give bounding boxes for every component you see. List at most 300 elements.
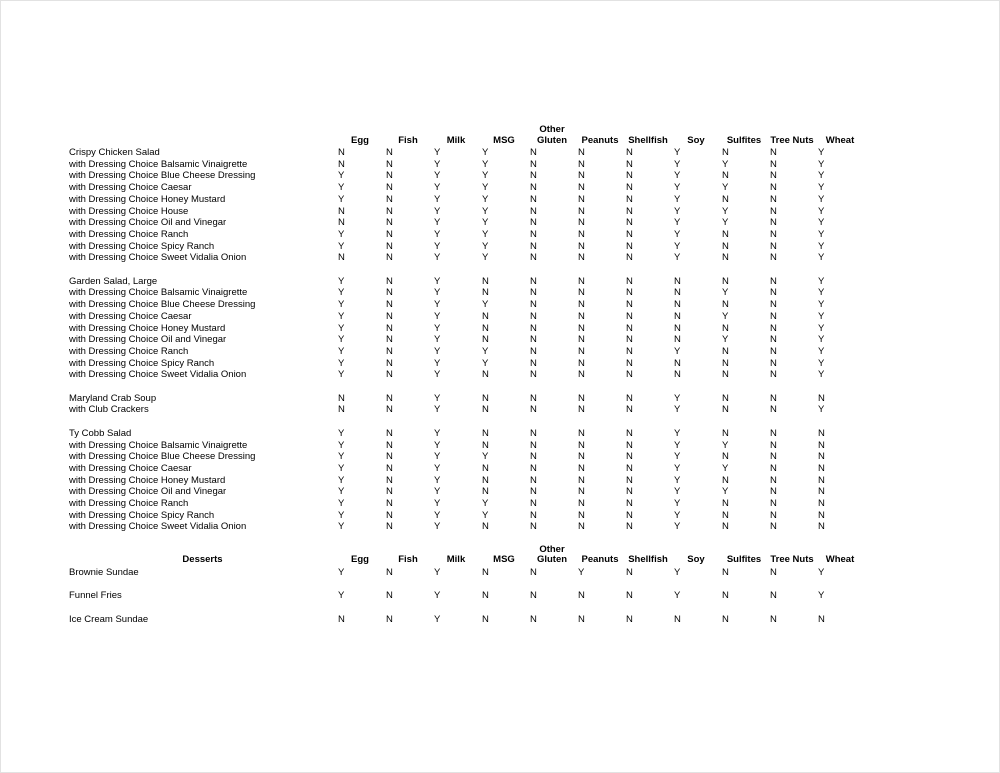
allergen-value: Y [818, 170, 825, 182]
table-row [69, 276, 864, 288]
allergen-value: N [530, 404, 537, 416]
column-header-shellfish: Shellfish [628, 134, 668, 146]
item-name: with Club Crackers [69, 404, 149, 416]
allergen-value: Y [674, 474, 681, 486]
allergen-value: Y [338, 345, 345, 357]
allergen-value: N [626, 462, 633, 474]
column-header-sulfites: Sulfites [726, 554, 762, 566]
item-name: with Dressing Choice Ranch [69, 228, 189, 240]
allergen-value: Y [578, 566, 585, 578]
allergen-value: Y [338, 193, 345, 205]
allergen-value: N [770, 287, 777, 299]
column-header-fish: Fish [398, 134, 418, 146]
table-row [69, 393, 864, 405]
allergen-value: N [530, 205, 537, 217]
allergen-value: Y [482, 509, 489, 521]
spacer-cell [69, 579, 864, 591]
allergen-value: Y [434, 275, 441, 287]
column-header-milk: Milk [446, 554, 466, 566]
allergen-value: Y [434, 240, 441, 252]
allergen-value: Y [818, 228, 825, 240]
allergen-value: N [386, 170, 393, 182]
allergen-value: Y [674, 193, 681, 205]
allergen-value: Y [674, 404, 681, 416]
allergen-value: N [530, 240, 537, 252]
table-row [69, 170, 864, 182]
allergen-value: N [626, 158, 633, 170]
table-row [69, 521, 864, 533]
allergen-value: N [626, 474, 633, 486]
allergen-value: N [626, 404, 633, 416]
allergen-value: N [386, 486, 393, 498]
allergen-value: Y [434, 158, 441, 170]
allergen-value: N [626, 182, 633, 194]
allergen-value: Y [482, 299, 489, 311]
item-name: Garden Salad, Large [69, 275, 158, 287]
allergen-value: N [770, 205, 777, 217]
allergen-value: Y [482, 205, 489, 217]
item-name: with Dressing Choice Blue Cheese Dressing [69, 451, 256, 463]
allergen-value: Y [674, 498, 681, 510]
allergen-value: N [818, 474, 825, 486]
item-name: with Dressing Choice Oil and Vinegar [69, 217, 227, 229]
allergen-value: N [386, 299, 393, 311]
allergen-value: N [770, 170, 777, 182]
allergen-value: N [530, 275, 537, 287]
allergen-value: N [530, 613, 537, 625]
allergen-value: Y [434, 193, 441, 205]
allergen-value: Y [434, 170, 441, 182]
allergen-value: N [386, 228, 393, 240]
allergen-value: Y [722, 182, 729, 194]
allergen-value: N [530, 427, 537, 439]
allergen-value: Y [818, 182, 825, 194]
allergen-value: Y [434, 392, 441, 404]
allergen-value: N [530, 193, 537, 205]
table-row [69, 182, 864, 194]
allergen-value: N [578, 170, 585, 182]
allergen-value: Y [434, 369, 441, 381]
allergen-value: N [578, 334, 585, 346]
allergen-value: N [338, 147, 345, 158]
allergen-value: Y [818, 369, 825, 381]
allergen-value: N [770, 345, 777, 357]
allergen-value: N [530, 509, 537, 521]
allergen-value: N [530, 451, 537, 463]
allergen-value: N [578, 590, 585, 602]
allergen-value: N [530, 590, 537, 602]
allergen-value: N [386, 182, 393, 194]
allergen-value: Y [818, 240, 825, 252]
allergen-value: Y [818, 322, 825, 334]
allergen-value: N [722, 275, 729, 287]
allergen-value: N [530, 521, 537, 533]
allergen-value: N [530, 158, 537, 170]
allergen-value: Y [434, 228, 441, 240]
allergen-value: N [770, 566, 777, 578]
allergen-value: N [578, 252, 585, 264]
item-name: with Dressing Choice Spicy Ranch [69, 357, 215, 369]
spacer-row [69, 381, 864, 393]
column-header-sulfites: Sulfites [726, 134, 762, 146]
allergen-value: N [770, 357, 777, 369]
table-row [69, 323, 864, 335]
table-row [69, 159, 864, 171]
allergen-value: N [482, 404, 489, 416]
allergen-value: Y [482, 217, 489, 229]
allergen-value: N [722, 451, 729, 463]
spacer-row [69, 533, 864, 545]
allergen-value: N [578, 439, 585, 451]
allergen-value: Y [722, 310, 729, 322]
allergen-value: Y [482, 252, 489, 264]
allergen-value: N [578, 299, 585, 311]
allergen-value: Y [434, 451, 441, 463]
allergen-value: Y [818, 345, 825, 357]
allergen-value: N [626, 613, 633, 625]
allergen-value: Y [674, 252, 681, 264]
allergen-value: N [818, 427, 825, 439]
allergen-value: Y [482, 193, 489, 205]
allergen-value: N [770, 427, 777, 439]
table-row [69, 498, 864, 510]
allergen-value: N [530, 287, 537, 299]
allergen-value: Y [482, 498, 489, 510]
allergen-value: N [482, 566, 489, 578]
item-name: with Dressing Choice Ranch [69, 345, 189, 357]
allergen-value: N [626, 392, 633, 404]
allergen-value: Y [818, 404, 825, 416]
allergen-value: N [626, 427, 633, 439]
allergen-value: Y [818, 299, 825, 311]
allergen-value: N [770, 228, 777, 240]
table-row [69, 206, 864, 218]
allergen-value: N [482, 462, 489, 474]
allergen-value: N [482, 427, 489, 439]
column-header-wheat: Wheat [825, 554, 855, 566]
allergen-value: Y [434, 427, 441, 439]
column-header-soy: Soy [687, 554, 705, 566]
allergen-value: Y [674, 392, 681, 404]
allergen-value: N [770, 486, 777, 498]
allergen-value: Y [434, 334, 441, 346]
allergen-value: Y [434, 509, 441, 521]
column-header-fish: Fish [398, 554, 418, 566]
column-header-other-gluten: Other Gluten [536, 543, 568, 566]
allergen-value: N [722, 369, 729, 381]
allergen-value: Y [818, 334, 825, 346]
allergen-value: N [770, 392, 777, 404]
allergen-value: N [578, 392, 585, 404]
table-row [69, 428, 864, 440]
allergen-value: N [626, 357, 633, 369]
allergen-value: N [578, 474, 585, 486]
allergen-value: Y [818, 275, 825, 287]
allergen-value: Y [674, 240, 681, 252]
allergen-value: N [578, 217, 585, 229]
allergen-value: N [482, 590, 489, 602]
allergen-value: N [530, 369, 537, 381]
item-name: with Dressing Choice Ranch [69, 498, 189, 510]
allergen-value: Y [434, 205, 441, 217]
allergen-value: Y [338, 509, 345, 521]
allergen-value: Y [818, 357, 825, 369]
allergen-value: Y [674, 486, 681, 498]
table-row [69, 510, 864, 522]
allergen-value: N [530, 170, 537, 182]
table-row [69, 614, 864, 626]
allergen-value: N [386, 462, 393, 474]
table-row [69, 404, 864, 416]
allergen-value: N [338, 217, 345, 229]
column-header-row [69, 545, 864, 567]
allergen-value: N [626, 322, 633, 334]
allergen-value: Y [338, 427, 345, 439]
allergen-value: Y [434, 486, 441, 498]
allergen-value: N [482, 287, 489, 299]
allergen-value: N [482, 392, 489, 404]
allergen-value: Y [338, 228, 345, 240]
allergen-value: N [386, 521, 393, 533]
allergen-value: Y [482, 357, 489, 369]
allergen-value: N [386, 357, 393, 369]
allergen-value: N [626, 205, 633, 217]
allergen-value: Y [338, 462, 345, 474]
allergen-value: Y [338, 474, 345, 486]
table-row [69, 463, 864, 475]
allergen-value: N [722, 509, 729, 521]
allergen-value: N [674, 613, 681, 625]
allergen-value: N [578, 228, 585, 240]
spacer-cell [69, 416, 864, 428]
allergen-value: Y [818, 252, 825, 264]
allergen-value: N [626, 345, 633, 357]
allergen-value: N [386, 240, 393, 252]
allergen-value: N [722, 322, 729, 334]
allergen-value: N [386, 474, 393, 486]
allergen-value: N [626, 193, 633, 205]
item-name: with Dressing Choice Blue Cheese Dressing [69, 299, 256, 311]
allergen-value: Y [338, 322, 345, 334]
allergen-value: N [386, 404, 393, 416]
allergen-value: Y [818, 147, 825, 158]
allergen-value: Y [434, 322, 441, 334]
allergen-value: N [626, 521, 633, 533]
allergen-value: N [626, 590, 633, 602]
allergen-value: N [674, 357, 681, 369]
column-header-egg: Egg [351, 134, 369, 146]
allergen-value: N [482, 474, 489, 486]
item-name: with Dressing Choice Sweet Vidalia Onion [69, 252, 247, 264]
allergen-value: Y [482, 147, 489, 158]
column-header-tree-nuts: Tree Nuts [770, 134, 814, 146]
allergen-value: N [626, 486, 633, 498]
allergen-value: Y [338, 590, 345, 602]
allergen-value: N [626, 217, 633, 229]
allergen-value: N [578, 369, 585, 381]
allergen-value: N [386, 322, 393, 334]
allergen-value: N [578, 509, 585, 521]
item-name: with Dressing Choice Sweet Vidalia Onion [69, 521, 247, 533]
allergen-value: N [578, 182, 585, 194]
allergen-value: Y [674, 462, 681, 474]
allergen-value: N [722, 404, 729, 416]
table-row [69, 229, 864, 241]
allergen-value: Y [434, 217, 441, 229]
allergen-value: N [770, 521, 777, 533]
allergen-value: Y [434, 590, 441, 602]
allergen-value: Y [818, 566, 825, 578]
allergen-value: N [530, 474, 537, 486]
allergen-value: N [674, 334, 681, 346]
allergen-value: N [722, 240, 729, 252]
allergen-value: N [386, 613, 393, 625]
allergen-value: N [674, 275, 681, 287]
allergen-value: N [722, 252, 729, 264]
spacer-cell [69, 533, 864, 545]
allergen-value: N [626, 228, 633, 240]
allergen-value: N [770, 240, 777, 252]
column-header-tree-nuts: Tree Nuts [770, 554, 814, 566]
column-header-egg: Egg [351, 554, 369, 566]
allergen-value: N [770, 147, 777, 158]
allergen-value: N [626, 439, 633, 451]
allergen-value: N [530, 217, 537, 229]
allergen-value: Y [338, 451, 345, 463]
allergen-value: N [722, 193, 729, 205]
allergen-value: Y [338, 334, 345, 346]
allergen-value: N [386, 275, 393, 287]
allergen-value: N [674, 369, 681, 381]
allergen-value: N [770, 252, 777, 264]
allergen-value: N [674, 299, 681, 311]
allergen-value: N [770, 275, 777, 287]
item-name: with Dressing Choice Caesar [69, 310, 192, 322]
allergen-value: N [530, 486, 537, 498]
allergen-value: N [482, 275, 489, 287]
allergen-value: N [722, 147, 729, 158]
allergen-value: Y [722, 462, 729, 474]
allergen-value: N [578, 147, 585, 158]
allergen-value: N [626, 369, 633, 381]
allergen-value: Y [722, 287, 729, 299]
allergen-value: N [482, 613, 489, 625]
allergen-value: N [338, 158, 345, 170]
allergen-value: Y [818, 287, 825, 299]
allergen-value: Y [338, 170, 345, 182]
item-name: with Dressing Choice Honey Mustard [69, 322, 226, 334]
desserts-section-title: Desserts [182, 554, 223, 566]
allergen-value: Y [722, 217, 729, 229]
allergen-value: Y [482, 158, 489, 170]
item-name: with Dressing Choice Caesar [69, 462, 192, 474]
column-header-peanuts: Peanuts [581, 134, 619, 146]
allergen-value: N [578, 357, 585, 369]
allergen-value: Y [434, 147, 441, 158]
allergen-value: Y [674, 451, 681, 463]
table-row [69, 311, 864, 323]
allergen-value: N [578, 287, 585, 299]
allergen-value: Y [674, 147, 681, 158]
spacer-row [69, 602, 864, 614]
allergen-value: N [338, 404, 345, 416]
allergen-value: Y [722, 334, 729, 346]
item-name: with Dressing Choice Caesar [69, 182, 192, 194]
allergen-value: Y [338, 369, 345, 381]
allergen-value: N [770, 498, 777, 510]
allergen-value: Y [434, 474, 441, 486]
allergen-value: N [578, 345, 585, 357]
allergen-value: N [386, 498, 393, 510]
table-row [69, 486, 864, 498]
item-name: Crispy Chicken Salad [69, 147, 160, 158]
allergen-value: N [578, 613, 585, 625]
allergen-value: Y [674, 439, 681, 451]
allergen-value: N [722, 170, 729, 182]
allergen-value: N [818, 498, 825, 510]
table-row [69, 369, 864, 381]
allergen-value: Y [674, 590, 681, 602]
allergen-value: Y [722, 439, 729, 451]
allergen-value: N [770, 334, 777, 346]
item-name: with Dressing Choice Oil and Vinegar [69, 486, 227, 498]
allergen-value: Y [818, 310, 825, 322]
allergen-value: N [770, 462, 777, 474]
allergen-value: Y [674, 345, 681, 357]
table-row [69, 440, 864, 452]
allergen-value: N [626, 509, 633, 521]
item-name: with Dressing Choice Balsamic Vinaigrette [69, 439, 248, 451]
allergen-value: Y [434, 566, 441, 578]
allergen-value: N [770, 158, 777, 170]
allergen-value: N [386, 369, 393, 381]
header-corner-cell [69, 125, 336, 147]
allergen-value: N [626, 147, 633, 158]
spacer-row [69, 416, 864, 428]
allergen-value: Y [722, 205, 729, 217]
item-name: Funnel Fries [69, 590, 122, 602]
allergen-value: N [386, 193, 393, 205]
allergen-value: Y [338, 357, 345, 369]
allergen-value: N [578, 404, 585, 416]
allergen-value: Y [722, 486, 729, 498]
allergen-value: N [530, 439, 537, 451]
allergen-value: Y [434, 287, 441, 299]
allergen-value: Y [338, 287, 345, 299]
allergen-value: N [482, 334, 489, 346]
allergen-value: Y [434, 439, 441, 451]
table-row [69, 334, 864, 346]
allergen-value: Y [818, 590, 825, 602]
allergen-value: N [770, 451, 777, 463]
allergen-value: Y [674, 170, 681, 182]
allergen-value: N [530, 310, 537, 322]
allergen-value: Y [674, 205, 681, 217]
allergen-value: N [626, 240, 633, 252]
allergen-value: N [722, 228, 729, 240]
item-name: with Dressing Choice Spicy Ranch [69, 240, 215, 252]
allergen-value: N [386, 147, 393, 158]
allergen-value: N [530, 498, 537, 510]
allergen-value: N [626, 170, 633, 182]
allergen-value: N [626, 275, 633, 287]
allergen-value: N [770, 310, 777, 322]
allergen-value: N [626, 498, 633, 510]
allergen-value: Y [818, 205, 825, 217]
item-name: Ty Cobb Salad [69, 427, 132, 439]
item-name: with Dressing Choice Sweet Vidalia Onion [69, 369, 247, 381]
table-row [69, 217, 864, 229]
